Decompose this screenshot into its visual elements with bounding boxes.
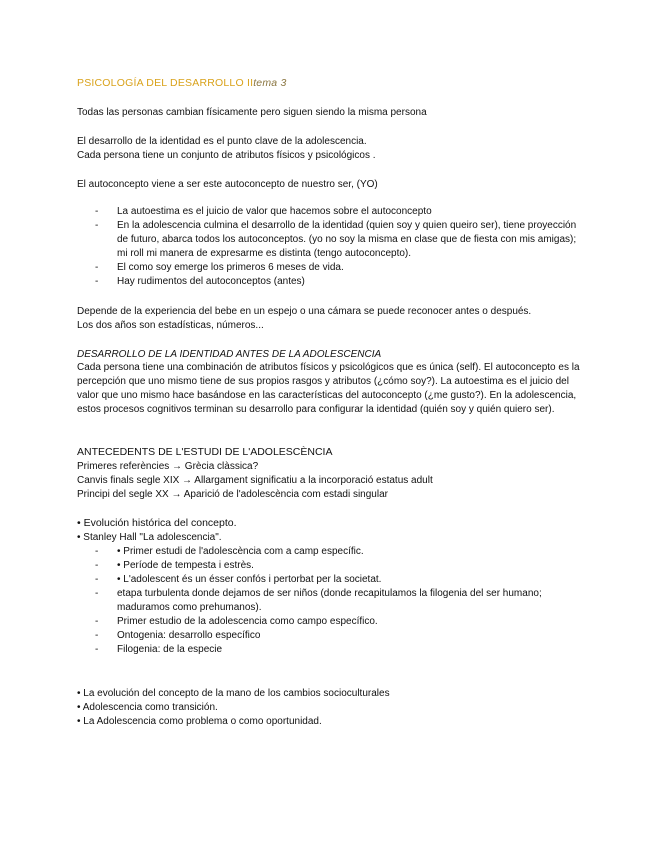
section-heading-identidad: DESARROLLO DE LA IDENTIDAD ANTES DE LA ADOLESCENCIA [77, 349, 382, 360]
list-item: - En la adolescencia culmina el desarrollo de la identidad (quien soy y quien queiro ser), tiene proyección de futuro, abarca todos los autoconceptos. (yo no soy la misma en clase que de fiesta con mis amigas); mi roll mi manera de expresarme es distinta (tengo autoconcepto). [95, 220, 577, 259]
autoconcepto-line: El autoconcepto viene a ser este autoconcepto de nuestro ser, (YO) [77, 179, 378, 190]
mirror-line-1: Depende de la experiencia del bebe en un espejo o una cámara se puede reconocer antes o después. [77, 306, 532, 317]
stanley-hall-list [77, 545, 582, 657]
list-item: - • L'adolescent és un ésser confós i pertorbat per la societat. [95, 574, 382, 585]
closing-line-1: • La evolución del concepto de la mano de los cambios socioculturales [77, 688, 390, 699]
closing-line-3: • La Adolescencia como problema o como oportunidad. [77, 716, 322, 727]
identidad-paragraph: Cada persona tiene una combinación de atributos físicos y psicológicos que es única (self). El autoconcepto es la percepción que uno mismo tiene de sus propios rasgos y atributos (¿cómo soy?). La autoestima es el juicio del valor que uno mismo hace basándose en las características del autoconcepto (¿me gusto?). En la adolescencia, estos procesos cognitivos terminan su desarrollo para configurar la identidad (quién soy y quién quiero ser). [77, 362, 580, 415]
antecedents-line-1: Primeres referències → Grècia clàssica? [77, 461, 259, 472]
autoestima-list [77, 205, 582, 289]
list-item: - Primer estudio de la adolescencia como campo específico. [95, 616, 378, 627]
mirror-line-2: Los dos años son estadísticas, números... [77, 320, 264, 331]
antecedents-line-3: Principi del segle XX → Aparició de l'adolescència com estadi singular [77, 489, 388, 500]
list-item: - Hay rudimentos del autoconceptos (antes) [95, 276, 305, 287]
antecedents-line-2: Canvis finals segle XIX → Allargament significatiu a la incorporació estatus adult [77, 475, 433, 486]
document-title [77, 77, 287, 90]
title-subtitle: tema 3 [253, 77, 287, 89]
stanley-hall-line: • Stanley Hall "La adolescencia". [77, 532, 222, 543]
list-item: - El como soy emerge los primeros 6 meses de vida. [95, 262, 344, 273]
list-item: - La autoestima es el juicio de valor que hacemos sobre el autoconcepto [95, 206, 432, 217]
closing-line-2: • Adolescencia como transición. [77, 702, 218, 713]
intro-line: Todas las personas cambian físicamente pero siguen siendo la misma persona [77, 107, 427, 118]
list-item: - • Període de tempesta i estrès. [95, 560, 254, 571]
identity-line-1: El desarrollo de la identidad es el punto clave de la adolescencia. [77, 136, 367, 147]
list-item: - Ontogenia: desarrollo específico [95, 630, 261, 641]
list-item: - Filogenia: de la especie [95, 644, 223, 655]
section-heading-antecedents: ANTECEDENTS DE L'ESTUDI DE L'ADOLESCÈNCIA [77, 446, 333, 458]
evolucion-heading: • Evolución histórica del concepto. [77, 517, 237, 529]
identity-line-2: Cada persona tiene un conjunto de atributos físicos y psicológicos . [77, 150, 376, 161]
list-item: - • Primer estudi de l'adolescència com a camp específic. [95, 546, 364, 557]
list-item: - etapa turbulenta donde dejamos de ser niños (donde recapitulamos la filogenia del ser humano; maduramos como prehumanos). [95, 588, 542, 613]
title-main: PSICOLOGÍA DEL DESARROLLO II [77, 77, 254, 89]
